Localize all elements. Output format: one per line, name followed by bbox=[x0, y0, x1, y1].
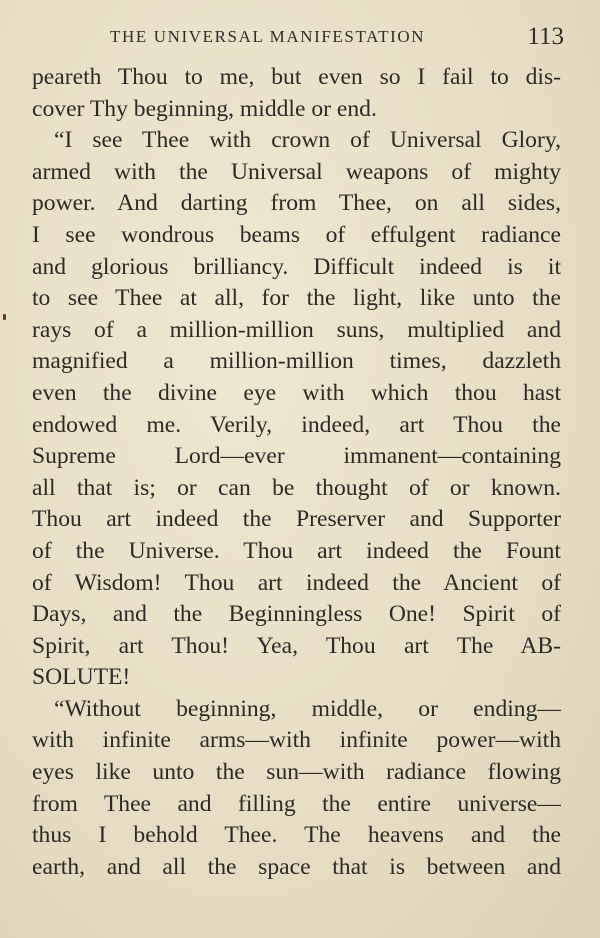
text-line: thus I behold Thee. The heavens and the bbox=[32, 822, 561, 849]
text-line: I see wondrous beams of effulgent radiance bbox=[32, 221, 561, 248]
text-line: to see Thee at all, for the light, like unto the bbox=[32, 285, 561, 312]
text-line: Days, and the Beginningless One! Spirit of bbox=[32, 601, 561, 628]
margin-ink-mark bbox=[3, 314, 6, 320]
text-line: even the divine eye with which thou hast bbox=[32, 379, 561, 406]
text-line: eyes like unto the sun—with radiance flowing bbox=[32, 759, 561, 786]
text-line: “Without beginning, middle, or ending— bbox=[54, 695, 561, 722]
text-line: magnified a million-million times, dazzleth bbox=[32, 348, 561, 375]
text-line: SOLUTE! bbox=[32, 664, 131, 691]
text-line: rays of a million-million suns, multiplied and bbox=[32, 316, 561, 343]
page-header bbox=[110, 20, 564, 54]
text-line: “I see Thee with crown of Universal Glory, bbox=[54, 127, 561, 154]
text-line: cover Thy beginning, middle or end. bbox=[32, 95, 377, 122]
text-line: of Wisdom! Thou art indeed the Ancient of bbox=[32, 569, 561, 596]
text-line: all that is; or can be thought of or known. bbox=[32, 474, 561, 501]
page-number: 113 bbox=[527, 23, 564, 50]
text-line: from Thee and filling the entire universe— bbox=[32, 790, 561, 817]
text-line: Thou art indeed the Preserver and Supporter bbox=[32, 506, 561, 533]
text-line: with infinite arms—with infinite power—with bbox=[32, 727, 561, 754]
text-line: of the Universe. Thou art indeed the Fount bbox=[32, 537, 561, 564]
text-line: peareth Thou to me, but even so I fail to dis- bbox=[32, 64, 561, 90]
body-text bbox=[32, 62, 561, 883]
text-line: Supreme Lord—ever immanent—containing bbox=[32, 443, 561, 470]
text-line: and glorious brilliancy. Difficult indeed is it bbox=[32, 253, 561, 280]
running-head: THE UNIVERSAL MANIFESTATION bbox=[110, 27, 426, 46]
text-line: Spirit, art Thou! Yea, Thou art The AB- bbox=[32, 632, 561, 659]
text-line: endowed me. Verily, indeed, art Thou the bbox=[32, 411, 561, 438]
text-line: armed with the Universal weapons of mighty bbox=[32, 158, 561, 185]
text-line: power. And darting from Thee, on all sides, bbox=[32, 190, 561, 217]
text-line: earth, and all the space that is between and bbox=[32, 853, 561, 880]
